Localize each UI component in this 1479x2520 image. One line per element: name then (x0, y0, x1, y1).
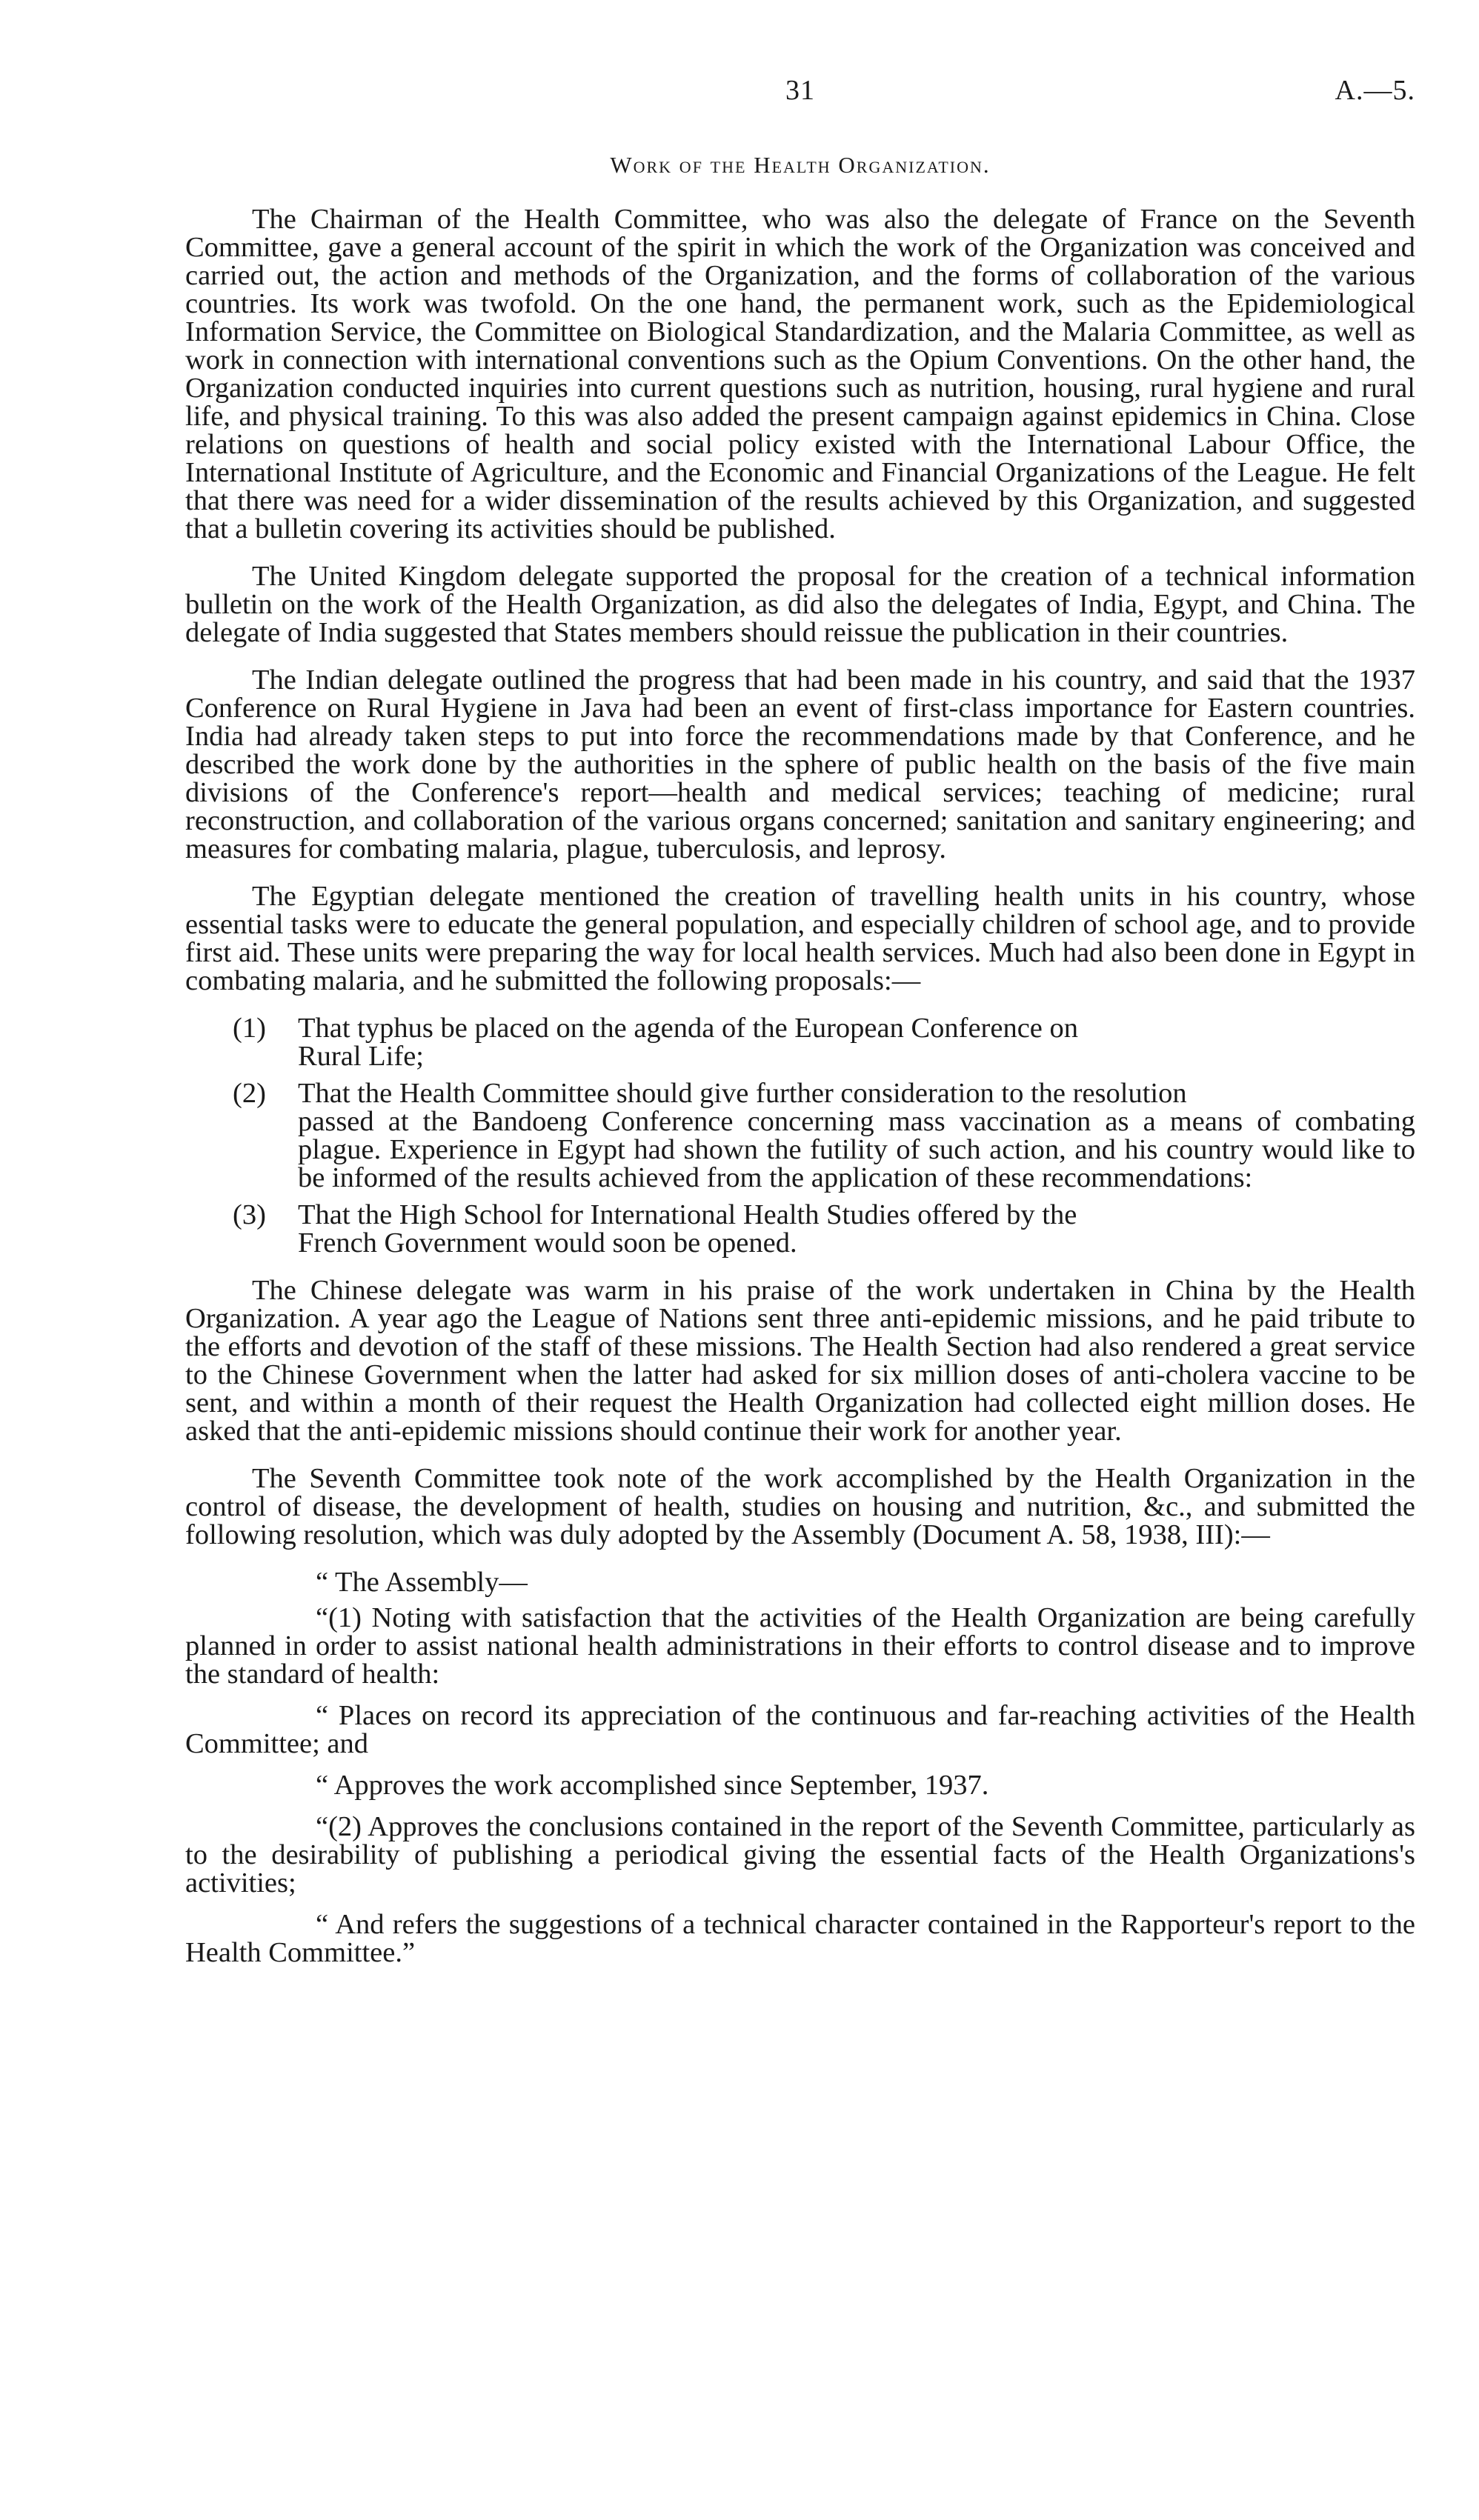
page-number: 31 (785, 75, 815, 106)
page-header (185, 74, 1415, 126)
proposal-number: (2) (233, 1078, 266, 1109)
paragraph-united-kingdom: The United Kingdom delegate supported the proposal for the creation of a technical information bulletin on the work of the Health Organization, as did also the delegates of India, Egypt, and China. The delegate of India suggested that States members should reissue the publication in their countries. (185, 561, 1415, 648)
proposal-text-first-line: That typhus be placed on the agenda of the European Conference on (298, 1013, 1078, 1044)
paragraph-india: The Indian delegate outlined the progress that had been made in his country, and said that the 1937 Conference on Rural Hygiene in Java had been an event of first-class importance for Eastern countries. India had already taken steps to put into force the recommendations made by that Conference, and he described the work done by the authorities in the sphere of public health on the basis of the five main divisions of the Conference's report—health and medical services; teaching of medicine; rural reconstruction, and collaboration of the various organs concerned; sanitation and sanitary engineering; and measures for combating malaria, plague, tuberculosis, and leprosy. (185, 664, 1415, 864)
paragraph-china: The Chinese delegate was warm in his praise of the work undertaken in China by the Health Organization. A year ago the League of Nations sent three anti-epidemic missions, and he paid tribute to the efforts and devotion of the staff of these missions. The Health Section had also rendered a great service to the Chinese Government when the latter had asked for six million doses of anti-cholera vaccine to be sent, and within a month of their request the Health Organization had collected eight million doses. He asked that the anti-epidemic missions should continue their work for another year. (185, 1275, 1415, 1447)
proposal-item (233, 1014, 1415, 1070)
paragraph-seventh-committee: The Seventh Committee took note of the work accomplished by the Health Organization in the control of disease, the development of health, studies on housing and nutrition, &c., and submitted the following resolution, which was duly adopted by the Assembly (Document A. 58, 1938, III):— (185, 1463, 1415, 1550)
resolution-refers-suggestions: “ And refers the suggestions of a technical character contained in the Rapporteur's report to the Health Committee.” (185, 1909, 1415, 1968)
proposal-item (233, 1201, 1415, 1257)
resolution-part-2: “(2) Approves the conclusions contained in the report of the Seventh Committee, particularly as to the desirability of publishing a periodical giving the essential facts of the Health Organizations's activities; (185, 1811, 1415, 1899)
paragraph-egypt: The Egyptian delegate mentioned the creation of travelling health units in his country, whose essential tasks were to educate the general population, and especially children of school age, and to provide first aid. These units were preparing the way for local health services. Much had also been done in Egypt in combating malaria, and he submitted the following proposals:— (185, 881, 1415, 996)
resolution-opening: “ The Assembly— (316, 1567, 528, 1598)
section-title: Work of the Health Organization. (610, 152, 991, 178)
proposal-text-rest: Rural Life; (298, 1041, 424, 1072)
proposal-text (298, 1079, 1415, 1192)
proposal-number: (1) (233, 1013, 266, 1044)
proposal-text-first-line: That the High School for International Health Studies offered by the (298, 1199, 1077, 1230)
resolution-places-on-record: “ Places on record its appreciation of the continuous and far-reaching activities of the Health Committee; and (185, 1700, 1415, 1759)
proposal-text-first-line: That the Health Committee should give further consideration to the resolution (298, 1078, 1187, 1109)
proposal-item (233, 1079, 1415, 1192)
proposal-text-rest: passed at the Bandoeng Conference concerning mass vaccination as a means of combating plague. Experience in Egypt had shown the futility of such action, and his country would like to be informed of the results achieved from the application of these recommendations: (298, 1106, 1415, 1193)
proposal-text-rest: French Government would soon be opened. (298, 1227, 797, 1259)
proposal-text (298, 1014, 1415, 1070)
proposal-text (298, 1201, 1415, 1257)
resolution-part-1: “(1) Noting with satisfaction that the activities of the Health Organization are being carefully planned in order to assist national health administrations in their efforts to control disease and to improve the standard of health: (185, 1602, 1415, 1690)
paragraph-chairman: The Chairman of the Health Committee, who was also the delegate of France on the Seventh Committee, gave a general account of the spirit in which the work of the Organization was conceived and carried out, the action and methods of the Organization, and the forms of collaboration of the various countries. Its work was twofold. On the one hand, the permanent work, such as the Epidemiological Information Service, the Committee on Biological Standardization, and the Malaria Committee, as well as work in connection with international conventions such as the Opium Conventions. On the other hand, the Organization conducted inquiries into current questions such as nutrition, housing, rural hygiene and rural life, and physical training. To this was also added the present campaign against epidemics in China. Close relations on questions of health and social policy existed with the International Labour Office, the International Institute of Agriculture, and the Economic and Financial Organizations of the League. He felt that there was need for a wider dissemination of the results achieved by this Organization, and suggested that a bulletin covering its activities should be published. (185, 204, 1415, 544)
resolution-approves-work: “ Approves the work accomplished since September, 1937. (316, 1770, 989, 1801)
document-reference: A.—5. (1335, 75, 1415, 106)
document-page (185, 74, 1415, 1980)
proposal-number: (3) (233, 1199, 266, 1230)
